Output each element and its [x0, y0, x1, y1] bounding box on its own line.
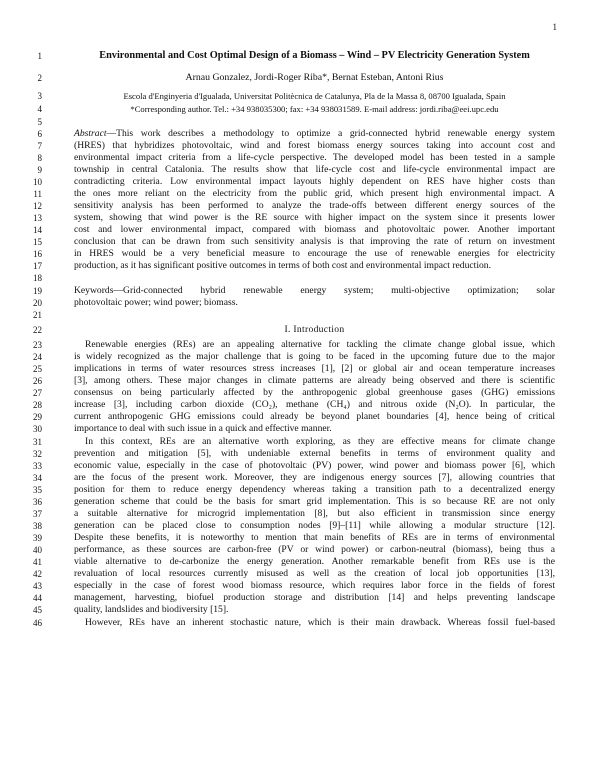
line-number: 24 — [33, 352, 42, 362]
line-text: photovoltaic power; wind power; biomass. — [74, 297, 238, 308]
line-text: I. Introduction — [284, 324, 345, 335]
line-text: Escola d'Enginyeria d'Igualada, Universitat Politècnica de Catalunya, Pla de la Massa 8, 08700 Igualada, Spain — [123, 91, 506, 101]
line-number: 40 — [33, 545, 42, 555]
text-line — [37, 90, 555, 102]
line-text: prevention and mitigation [5], with undeniable external benefits in terms of environment quality and — [74, 448, 555, 459]
line-number: 46 — [33, 618, 42, 628]
text-line — [33, 297, 555, 309]
text-line — [33, 472, 555, 484]
text-line — [33, 272, 555, 284]
text-line — [33, 188, 555, 200]
text-line — [33, 375, 555, 387]
line-number: 22 — [33, 325, 42, 335]
line-number: 27 — [33, 388, 42, 398]
line-number: 12 — [33, 201, 42, 211]
text-line — [33, 460, 555, 472]
line-number: 44 — [33, 593, 42, 603]
line-number: 25 — [33, 364, 42, 374]
text-line — [33, 363, 555, 375]
text-line — [33, 544, 555, 556]
line-text: However, REs have an inherent stochastic nature, which is their main drawback. Whereas fossil fuel-based — [85, 617, 555, 628]
line-number: 10 — [33, 177, 42, 187]
line-number: 3 — [37, 91, 42, 101]
line-text: In this context, REs are an alternative worth exploring, as they are effective means for climate change — [85, 436, 555, 447]
line-number: 21 — [33, 310, 42, 320]
text-line — [33, 568, 555, 580]
text-line — [33, 324, 555, 336]
line-number: 1 — [37, 51, 42, 61]
line-text: generation can be placed close to consumption nodes [9]–[11] while allowing a modular structure [12]. — [74, 520, 555, 531]
line-number: 7 — [37, 141, 42, 151]
text-line — [33, 248, 555, 260]
line-text: is widely recognized as the major challenge that is going to be faced in the upcoming future due to the major — [74, 351, 555, 362]
line-text: current anthropogenic GHG emissions could already be beyond planet boundaries [4], hence being of critical — [74, 411, 555, 422]
line-text: environmental impact criteria from a life-cycle perspective. The developed model has been tested in a sample — [74, 152, 555, 163]
text-line — [37, 50, 555, 62]
line-number: 42 — [33, 569, 42, 579]
text-line — [33, 285, 555, 297]
text-line — [37, 116, 555, 128]
line-text: Despite these benefits, it is noteworthy to mention that main benefits of REs are in terms of environmental — [74, 532, 555, 543]
line-number: 4 — [37, 104, 42, 114]
line-number: 13 — [33, 213, 42, 223]
text-line — [33, 532, 555, 544]
line-text: system, showing that wind power is the RE source with higher impact on the system since it presents lower — [74, 212, 555, 223]
line-text: economic value, especially in the case of photovoltaic (PV) power, wind power and biomass power [6], which — [74, 460, 555, 471]
line-number: 19 — [33, 286, 42, 296]
line-text: Environmental and Cost Optimal Design of a Biomass – Wind – PV Electricity Generation System — [99, 50, 530, 61]
line-number: 31 — [33, 437, 42, 447]
text-line — [33, 176, 555, 188]
line-text: generation scheme that could be the basis for smart grid implementation. This is so because RE are not only — [74, 496, 555, 507]
text-line — [33, 592, 555, 604]
line-text: *Corresponding author. Tel.: +34 938035300; fax: +34 938031589. E-mail address: jordi.riba@eei.upc.edu — [130, 104, 499, 114]
line-number: 32 — [33, 449, 42, 459]
text-line — [33, 423, 555, 435]
line-text: the ones more reliant on the electricity from the public grid, which present high environmental impact. A — [74, 188, 555, 199]
abstract-label: Abstract — [74, 128, 107, 139]
line-number: 11 — [33, 189, 42, 199]
text-line — [33, 339, 555, 351]
line-number: 18 — [33, 273, 42, 283]
line-text: performance, as these sources are carbon-free (PV or wind power) or carbon-neutral (biomass), being thus a — [74, 544, 555, 555]
line-text: contradicting criteria. Low environmental impact layouts highly dependent on RES have higher costs than — [74, 176, 555, 187]
text-line — [37, 103, 555, 115]
line-number: 17 — [33, 261, 42, 271]
line-number: 14 — [33, 225, 42, 235]
line-number: 38 — [33, 521, 42, 531]
line-text-rest: —This work describes a methodology to optimize a grid-connected hybrid renewable energy system — [106, 128, 555, 139]
line-text — [74, 128, 555, 140]
text-line — [33, 387, 555, 399]
line-text: quality, landslides and biodiversity [15]. — [74, 604, 229, 615]
line-text: especially in the case of forest wood biomass resource, which requires labor force in the fields of forest — [74, 580, 555, 591]
text-line — [33, 436, 555, 448]
text-line — [33, 520, 555, 532]
line-number: 28 — [33, 400, 42, 410]
line-text: position for them to reduce energy dependency whereas taking a transition path to a decentralized energy — [74, 484, 555, 495]
text-line — [33, 411, 555, 423]
text-line — [33, 617, 555, 629]
text-line — [33, 260, 555, 272]
text-line — [33, 309, 555, 321]
line-text: (HRES) that hybridizes photovoltaic, wind and forest biomass energy sources taking into account cost and — [74, 140, 555, 151]
line-number: 37 — [33, 509, 42, 519]
line-text: management, harvesting, biofuel production storage and distribution [14] and helps preventing landscape — [74, 592, 555, 603]
text-line — [33, 496, 555, 508]
text-line — [33, 580, 555, 592]
line-number: 5 — [37, 117, 42, 127]
line-number: 39 — [33, 533, 42, 543]
line-text: Keywords—Grid-connected hybrid renewable energy system; multi-objective optimization; solar — [74, 285, 555, 296]
line-number: 41 — [33, 557, 42, 567]
text-line — [33, 556, 555, 568]
line-text: sensitivity analysis has been performed to analyze the trade-offs between different energy sources of the — [74, 200, 555, 211]
text-line — [33, 212, 555, 224]
line-number: 45 — [33, 605, 42, 615]
line-text: consensus on being particularly affected by the anthropogenic global greenhouse gases (GHG) emissions — [74, 387, 555, 398]
line-text: township in central Catalonia. The results show that life-cycle cost and life-cycle environmental impact are — [74, 164, 555, 175]
line-text: revaluation of local resources currently misused as well as the creation of local job opportunities [13], — [74, 568, 555, 579]
text-line — [33, 484, 555, 496]
line-text: production, as it has significant positive outcomes in terms of both cost and environmental impact reduction. — [74, 260, 491, 271]
line-number: 29 — [33, 412, 42, 422]
text-line — [33, 351, 555, 363]
line-text: increase [3], including carbon dioxide (CO₂), methane (CH₄) and nitrous oxide (N₂O). In particular, the — [74, 399, 555, 410]
line-number: 26 — [33, 376, 42, 386]
line-text: are the focus of the present work. Moreover, they are indigenous energy sources [7], allowing countries that — [74, 472, 555, 483]
line-number: 8 — [37, 153, 42, 163]
line-number: 6 — [37, 129, 42, 139]
text-line — [37, 164, 555, 176]
text-line — [37, 72, 555, 84]
line-number: 15 — [33, 237, 42, 247]
line-text: importance to deal with such issue in a quick and effective manner. — [74, 423, 332, 434]
line-text: cost and lower environmental impact, compared with biomass and photovoltaic power. Another important — [74, 224, 555, 235]
text-line — [37, 128, 555, 140]
line-number: 43 — [33, 581, 42, 591]
line-number: 35 — [33, 485, 42, 495]
line-number: 36 — [33, 497, 42, 507]
line-text: implications in terms of water resources stress increases [1], [2] or global air and ocean temperature increases — [74, 363, 555, 374]
line-number: 9 — [37, 165, 42, 175]
text-line — [37, 140, 555, 152]
line-text: conclusion that can be drawn from such sensitivity analysis is that improving the rate of return on investment — [74, 236, 555, 247]
text-line — [33, 604, 555, 616]
text-line — [33, 236, 555, 248]
line-text: Renewable energies (REs) are an appealing alternative for tackling the climate change global issue, which — [85, 339, 555, 350]
text-line — [33, 399, 555, 411]
line-number: 34 — [33, 473, 42, 483]
text-line — [37, 152, 555, 164]
page-number: 1 — [552, 22, 557, 32]
line-number: 23 — [33, 340, 42, 350]
line-text: viable alternative to de-carbonize the energy generation. Another remarkable benefit from REs use is the — [74, 556, 555, 567]
line-number: 2 — [37, 73, 42, 83]
line-number: 33 — [33, 461, 42, 471]
text-line — [33, 448, 555, 460]
line-number: 30 — [33, 424, 42, 434]
text-line — [33, 200, 555, 212]
line-text: Arnau Gonzalez, Jordi-Roger Riba*, Bernat Esteban, Antoni Rius — [185, 72, 444, 83]
line-number: 16 — [33, 249, 42, 259]
text-line — [33, 508, 555, 520]
line-text: a suitable alternative for microgrid implementation [8], but also efficient in transmission since energy — [74, 508, 555, 519]
line-number: 20 — [33, 298, 42, 308]
line-text: in HRES would be a very beneficial measure to encourage the use of renewable energies for electricity — [74, 248, 555, 259]
line-text: [3], among others. These major changes in climate patterns are already being observed and there is scientific — [74, 375, 555, 386]
text-line — [33, 224, 555, 236]
